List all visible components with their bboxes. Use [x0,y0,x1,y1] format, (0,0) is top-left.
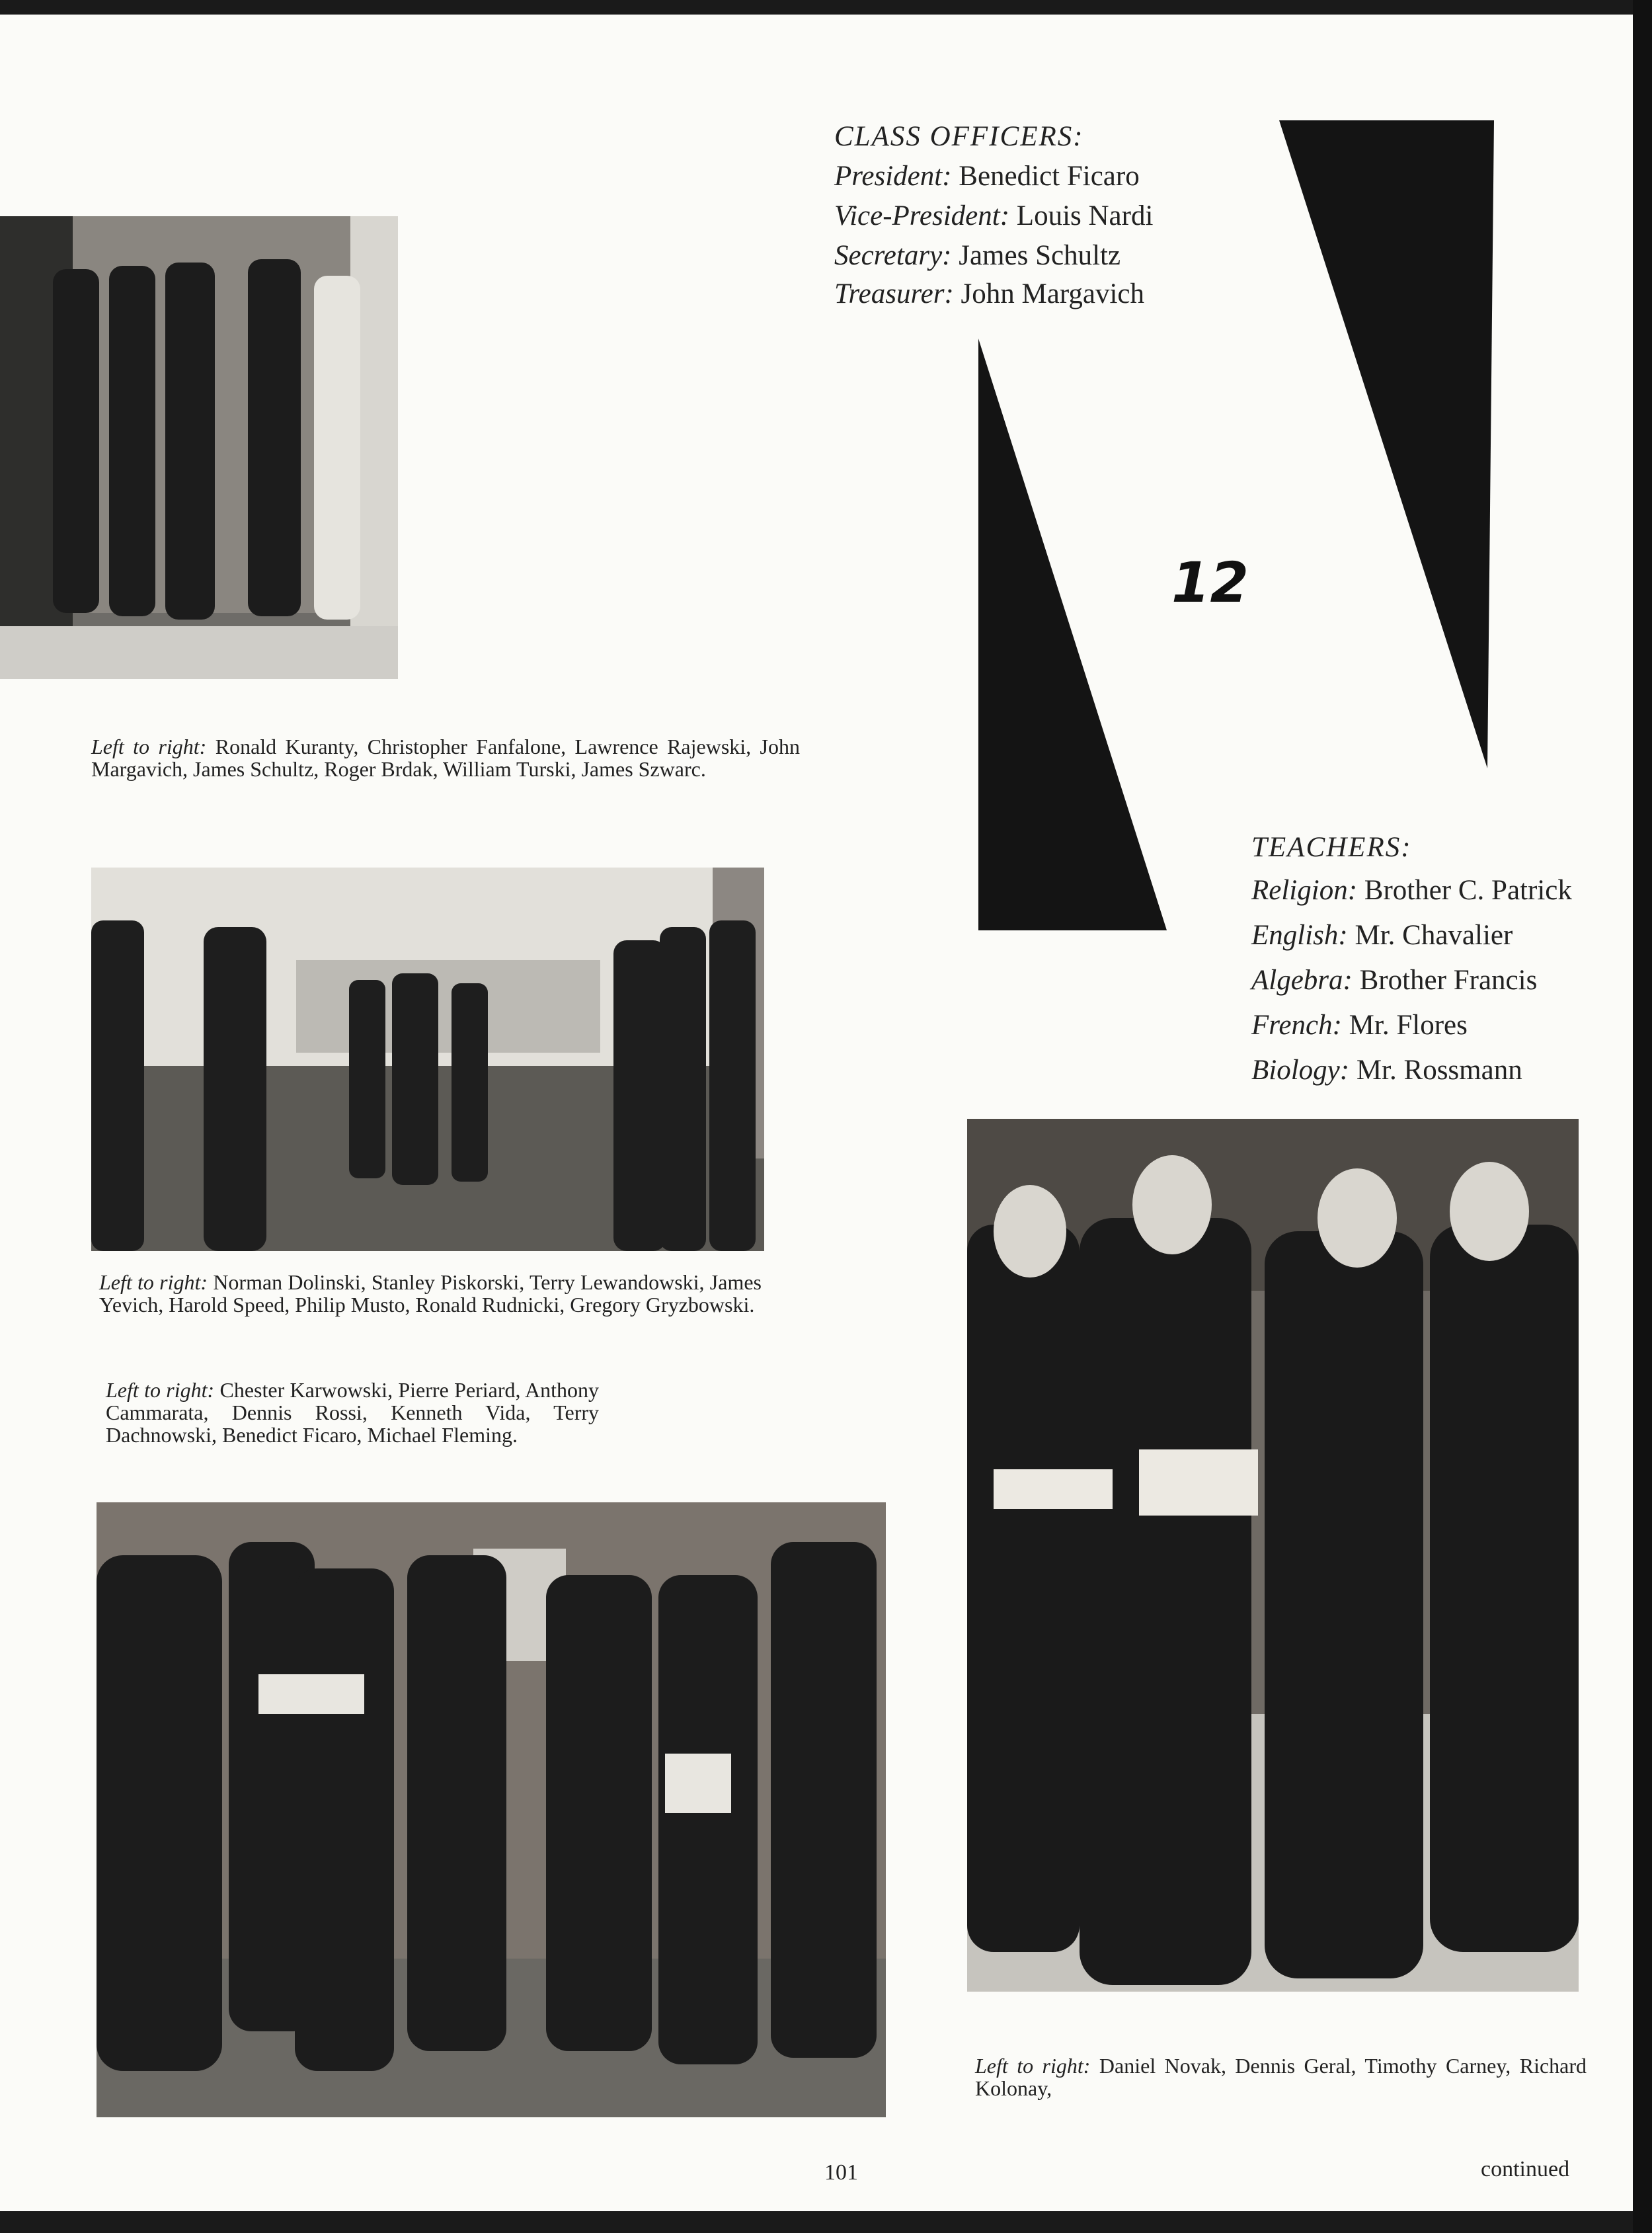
caption-names: Ronald Kuranty, Christopher Fanfalone, Lawrence Rajewski, John Margavich, James Schultz, Roger Brdak, William Turski, James Szwarc. [91,735,801,781]
page-number: 101 [824,2160,858,2185]
caption-reading [106,1379,599,1446]
officer-president: President: Benedict Ficaro [834,161,1140,192]
officer-vice-president: Vice-President: Louis Nardi [834,200,1154,231]
caption-names: Chester Karwowski, Pierre Periard, Anthony Cammarata, Dennis Rossi, Kenneth Vida, Terry Dachnowski, Benedict Ficaro, Michael Fleming. [106,1378,600,1447]
caption-lead: Left to right: [975,2054,1091,2078]
yearbook-page [0,15,1633,2211]
teacher-biology: Biology: Mr. Rossmann [1251,1055,1522,1086]
teachers-heading: TEACHERS: [1251,832,1412,863]
class-officers-heading: CLASS OFFICERS: [834,121,1084,152]
caption-names: Daniel Novak, Dennis Geral, Timothy Carney, Richard Kolonay, [975,2054,1587,2100]
caption-lead: Left to right: [91,735,207,758]
caption-books [975,2054,1587,2099]
decorative-triangles [959,107,1501,960]
grade-number: 12 [1171,550,1249,615]
caption-doorway [91,735,800,780]
caption-lead: Left to right: [99,1270,208,1294]
officer-treasurer: Treasurer: John Margavich [834,278,1144,309]
teacher-french: French: Mr. Flores [1251,1010,1468,1041]
caption-lead: Left to right: [106,1378,215,1402]
photo-group-lawn [91,868,764,1251]
photo-group-doorway [0,216,398,679]
photo-group-books [967,1119,1579,1992]
continued-label: continued [1481,2157,1570,2181]
teacher-religion: Religion: Brother C. Patrick [1251,875,1572,906]
caption-names: Norman Dolinski, Stanley Piskorski, Terry Lewandowski, James Yevich, Harold Speed, Philip Musto, Ronald Rudnicki, Gregory Gryzbowski. [99,1270,762,1317]
officer-secretary: Secretary: James Schultz [834,240,1121,271]
photo-group-reading [97,1502,886,2117]
caption-lawn [99,1271,762,1316]
teacher-algebra: Algebra: Brother Francis [1251,965,1538,996]
page-edge [1633,0,1652,2233]
teacher-english: English: Mr. Chavalier [1251,920,1513,951]
